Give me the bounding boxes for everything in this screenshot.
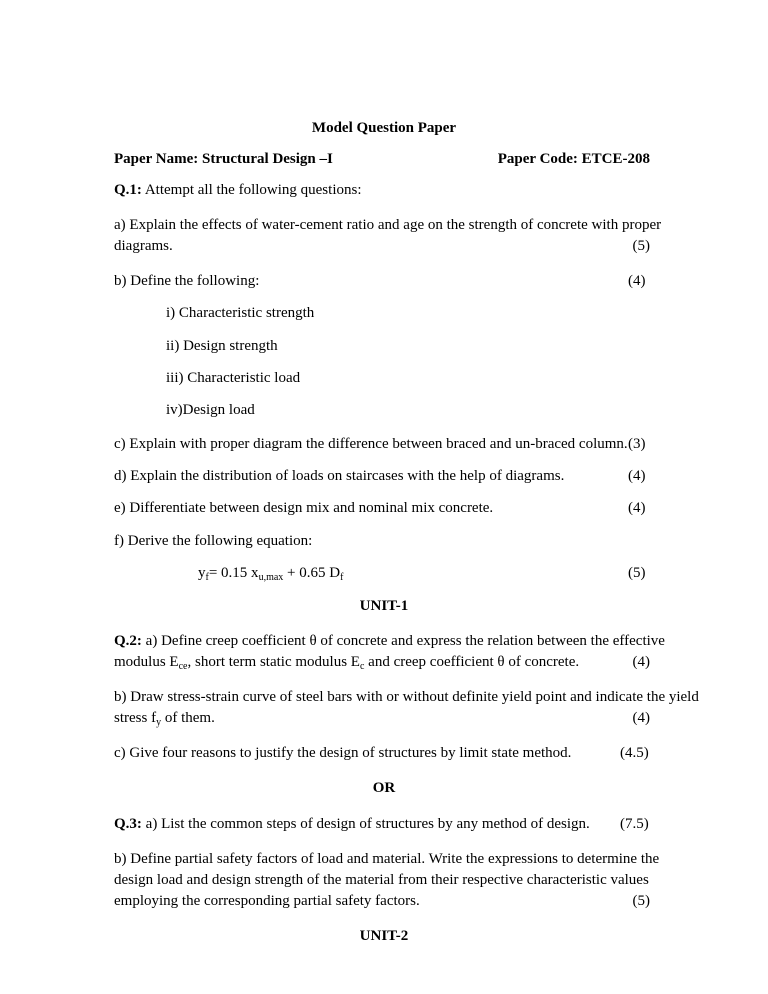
q1b-item: ii) Design strength — [166, 338, 278, 354]
q3b-line2: design load and design strength of the material from their respective characteristic values — [114, 872, 649, 888]
q1b-marks: (4) — [628, 273, 646, 289]
q1-text: Attempt all the following questions: — [141, 182, 362, 198]
q1c: c) Explain with proper diagram the difference between braced and un-braced column. — [114, 436, 628, 452]
q1-label: Q.1: — [114, 182, 142, 198]
q1b: b) Define the following: — [114, 273, 260, 289]
equation: $y_f= 0.15$ $x_{u,max} + 0.65$ $D_f$ — [198, 565, 344, 583]
document-title: Model Question Paper — [311, 120, 457, 136]
q3a: Q.3: a) List the common steps of design of structures by any method of design. — [114, 816, 590, 832]
q1e-marks: (4) — [628, 500, 646, 516]
q1b-item: iv)Design load — [166, 402, 255, 418]
unit-1-heading: UNIT-1 — [359, 598, 409, 614]
q1-heading — [114, 180, 362, 201]
q1e: e) Differentiate between design mix and nominal mix concrete. — [114, 500, 494, 516]
q1f-marks: (5) — [628, 565, 646, 581]
q2a-line1: Q.2: a) Define creep coefficient θ of concrete and express the relation between the effective — [114, 633, 665, 649]
q1f: f) Derive the following equation: — [114, 533, 313, 549]
q2c: c) Give four reasons to justify the design of structures by limit state method. — [114, 745, 572, 761]
q2a-marks: (4) — [632, 654, 650, 670]
q3b-line3: employing the corresponding partial safety factors. — [114, 893, 420, 909]
q1a-marks: (5) — [632, 238, 650, 254]
q1d: d) Explain the distribution of loads on staircases with the help of diagrams. — [114, 468, 565, 484]
q3a-marks: (7.5) — [620, 816, 649, 832]
q2b-marks: (4) — [632, 710, 650, 726]
q2b-line2: stress $f_y$ of them. — [114, 710, 215, 728]
q2a-line2: modulus $E_{ce}$, short term static modulus $E_c$ and creep coefficient θ of concrete. — [114, 654, 580, 672]
q1b-item: i) Characteristic strength — [166, 305, 315, 321]
paper-code: Paper Code: ETCE-208 — [497, 151, 650, 167]
q1a-line1: a) Explain the effects of water-cement ratio and age on the strength of concrete with proper — [114, 217, 662, 233]
q3b-line1: b) Define partial safety factors of load and material. Write the expressions to determine the — [114, 851, 660, 867]
q3b-marks: (5) — [632, 893, 650, 909]
q1c-marks: (3) — [628, 436, 646, 452]
unit-2-heading: UNIT-2 — [359, 928, 409, 944]
paper-name: Paper Name: Structural Design –I — [114, 151, 333, 167]
or-divider: OR — [372, 780, 396, 796]
q1d-marks: (4) — [628, 468, 646, 484]
q1b-item: iii) Characteristic load — [166, 370, 301, 386]
q1a-line2: diagrams. — [114, 238, 173, 254]
q2c-marks: (4.5) — [620, 745, 649, 761]
q2b-line1: b) Draw stress-strain curve of steel bars with or without definite yield point and indicate the yield — [114, 689, 699, 705]
